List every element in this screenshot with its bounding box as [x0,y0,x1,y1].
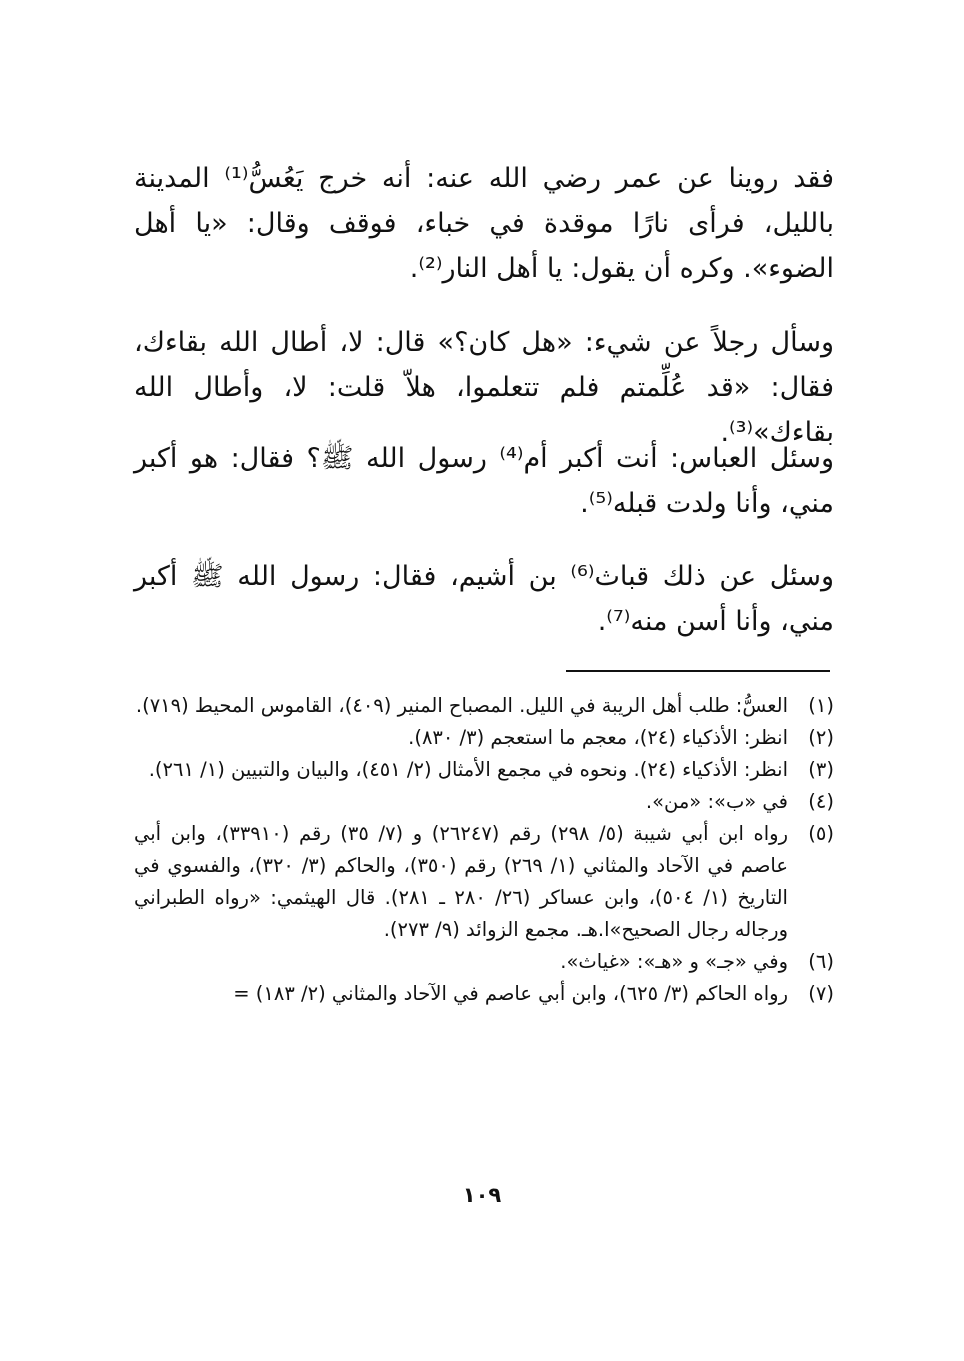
footnote-text: رواه الحاكم (٣/ ٦٢٥)، وابن أبي عاصم في الآحاد والمثاني (٢/ ١٨٣) = [233,982,788,1005]
paragraph-umar: فقد روينا عن عمر رضي الله عنه: أنه خرج يَعُسُّ⁽¹⁾ المدينة بالليل، فرأى نارًا موقدة في خباء، فوقف وقال: «يا أهل الضوء». وكره أن يقول: يا أهل النار⁽²⁾. [134,163,834,284]
footnote-number: (٣) [808,758,834,781]
footnote-number: (٥) [808,822,834,845]
footnote-text: رواه ابن أبي شيبة (٥/ ٢٩٨) رقم (٢٦٢٤٧) و (٧/ ٣٥) رقم (٣٣٩١٠)، وابن أبي عاصم في الآحاد والمثاني (١/ ٢٦٩) رقم (٣٥٠)، والحاكم (٣/ ٣٢٠)، والفسوي في التاريخ (١/ ٥٠٤)، وابن عساكر (٢٦/ ٢٨٠ ـ ٢٨١). قال الهيثمي: «رواه الطبراني ورجاله رجال الصحيح»ا.هـ. مجمع الزوائد (٩/ ٢٧٣). [134,822,788,941]
footnote-1 [134,690,834,722]
footnote-text: في «ب»: «من». [645,790,788,813]
paragraph-qubath: وسئل عن ذلك قباث⁽⁶⁾ بن أشيم، فقال: رسول الله ﷺ أكبر مني، وأنا أسن منه⁽⁷⁾. [134,561,834,637]
paragraph-question: وسأل رجلاً عن شيء: «هل كان؟» قال: لا، أطال الله بقاءك، فقال: «قد عُلِّمتم فلم تتعلموا، هلاّ قلت: لا، وأطال الله بقاءك»⁽³⁾. [134,327,834,448]
footnote-number: (٦) [808,950,834,973]
page-number: ١٠٩ [462,1183,502,1207]
footnote-text: العسُّ: طلب أهل الريبة في الليل. المصباح المنير (٤٠٩)، القاموس المحيط (٧١٩). [135,694,788,717]
footnote-4 [134,786,834,818]
footnote-number: (١) [808,694,834,717]
footnotes [134,690,834,1010]
footnote-number: (٢) [808,726,834,749]
footnote-2 [134,722,834,754]
footnote-7 [134,978,834,1010]
footnote-3 [134,754,834,786]
footnote-text: وفي «جـ» و «هـ»: «غياث». [560,950,788,973]
paragraph-abbas: وسئل العباس: أنت أكبر أم⁽⁴⁾ رسول الله ﷺ؟ فقال: هو أكبر مني، وأنا ولدت قبله⁽⁵⁾. [134,443,834,519]
footnote-number: (٤) [808,790,834,813]
footnote-6 [134,946,834,978]
footnote-text: انظر: الأذكياء (٢٤). ونحوه في مجمع الأمثال (٢/ ٤٥١)، والبيان والتبيين (١/ ٢٦١). [148,758,788,781]
footnote-divider [566,670,830,672]
footnote-number: (٧) [808,982,834,1005]
footnote-5 [134,818,834,946]
footnote-text: انظر: الأذكياء (٢٤)، معجم ما استعجم (٣/ ٨٣٠). [408,726,788,749]
